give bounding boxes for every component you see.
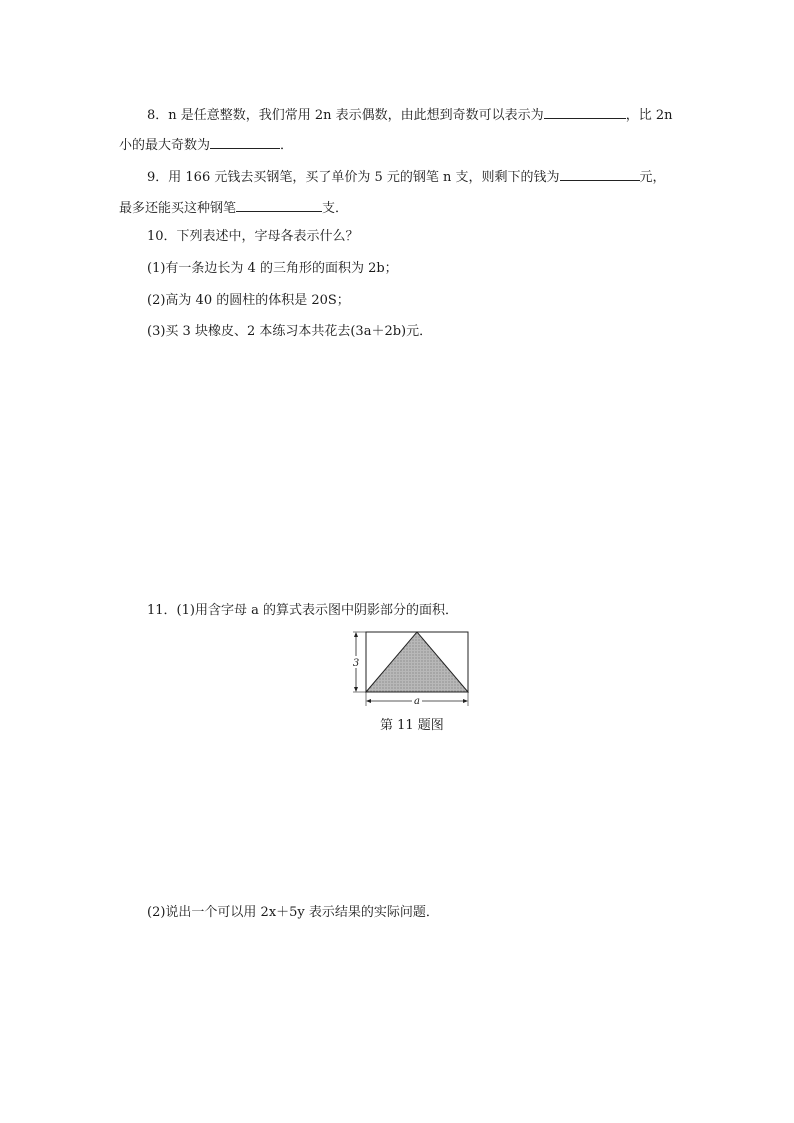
q9-answer-blank-2[interactable] [236, 198, 322, 212]
shaded-triangle [366, 632, 468, 692]
q10-item-2: (2)高为 40 的圆柱的体积是 20S； [147, 293, 350, 308]
width-arrow-left [366, 699, 371, 703]
width-arrow-right [463, 699, 468, 703]
q9-text-a: 9．用 166 元钱去买钢笔，买了单价为 5 元的钢笔 n 支，则剩下的钱为 [147, 170, 560, 185]
q11-part2: (2)说出一个可以用 2x＋5y 表示结果的实际问题． [147, 905, 439, 920]
triangle-figure [349, 630, 475, 710]
q10-stem: 10．下列表述中，字母各表示什么？ [147, 229, 359, 244]
q8-answer-blank-2[interactable] [210, 135, 280, 149]
q8-text-b: ，比 2n [625, 108, 673, 123]
q9-line1 [147, 167, 666, 186]
q8-line1 [147, 105, 672, 124]
height-arrow-top [354, 632, 358, 637]
q9-text-b: 元， [639, 170, 666, 185]
q8-line2 [119, 135, 293, 154]
q8-text-a: 8．n 是任意整数，我们常用 2n 表示偶数，由此想到奇数可以表示为 [147, 108, 544, 123]
figure-caption: 第 11 题图 [380, 718, 444, 733]
q11-part1: 11．(1)用含字母 a 的算式表示图中阴影部分的面积． [147, 603, 458, 618]
q8-answer-blank-1[interactable] [544, 105, 626, 119]
q9-text-c: 最多还能买这种钢笔 [119, 201, 237, 216]
q9-line2 [119, 198, 348, 217]
q8-text-d: ． [280, 138, 294, 153]
height-label: 3 [352, 658, 360, 669]
q9-text-d: 支． [322, 201, 349, 216]
q10-item-3: (3)买 3 块橡皮、2 本练习本共花去(3a＋2b)元． [147, 324, 433, 339]
q8-text-c: 小的最大奇数为 [119, 138, 211, 153]
height-arrow-bottom [354, 687, 358, 692]
width-label: a [414, 696, 420, 707]
q10-item-1: (1)有一条边长为 4 的三角形的面积为 2b； [147, 261, 398, 276]
q9-answer-blank-1[interactable] [560, 167, 640, 181]
